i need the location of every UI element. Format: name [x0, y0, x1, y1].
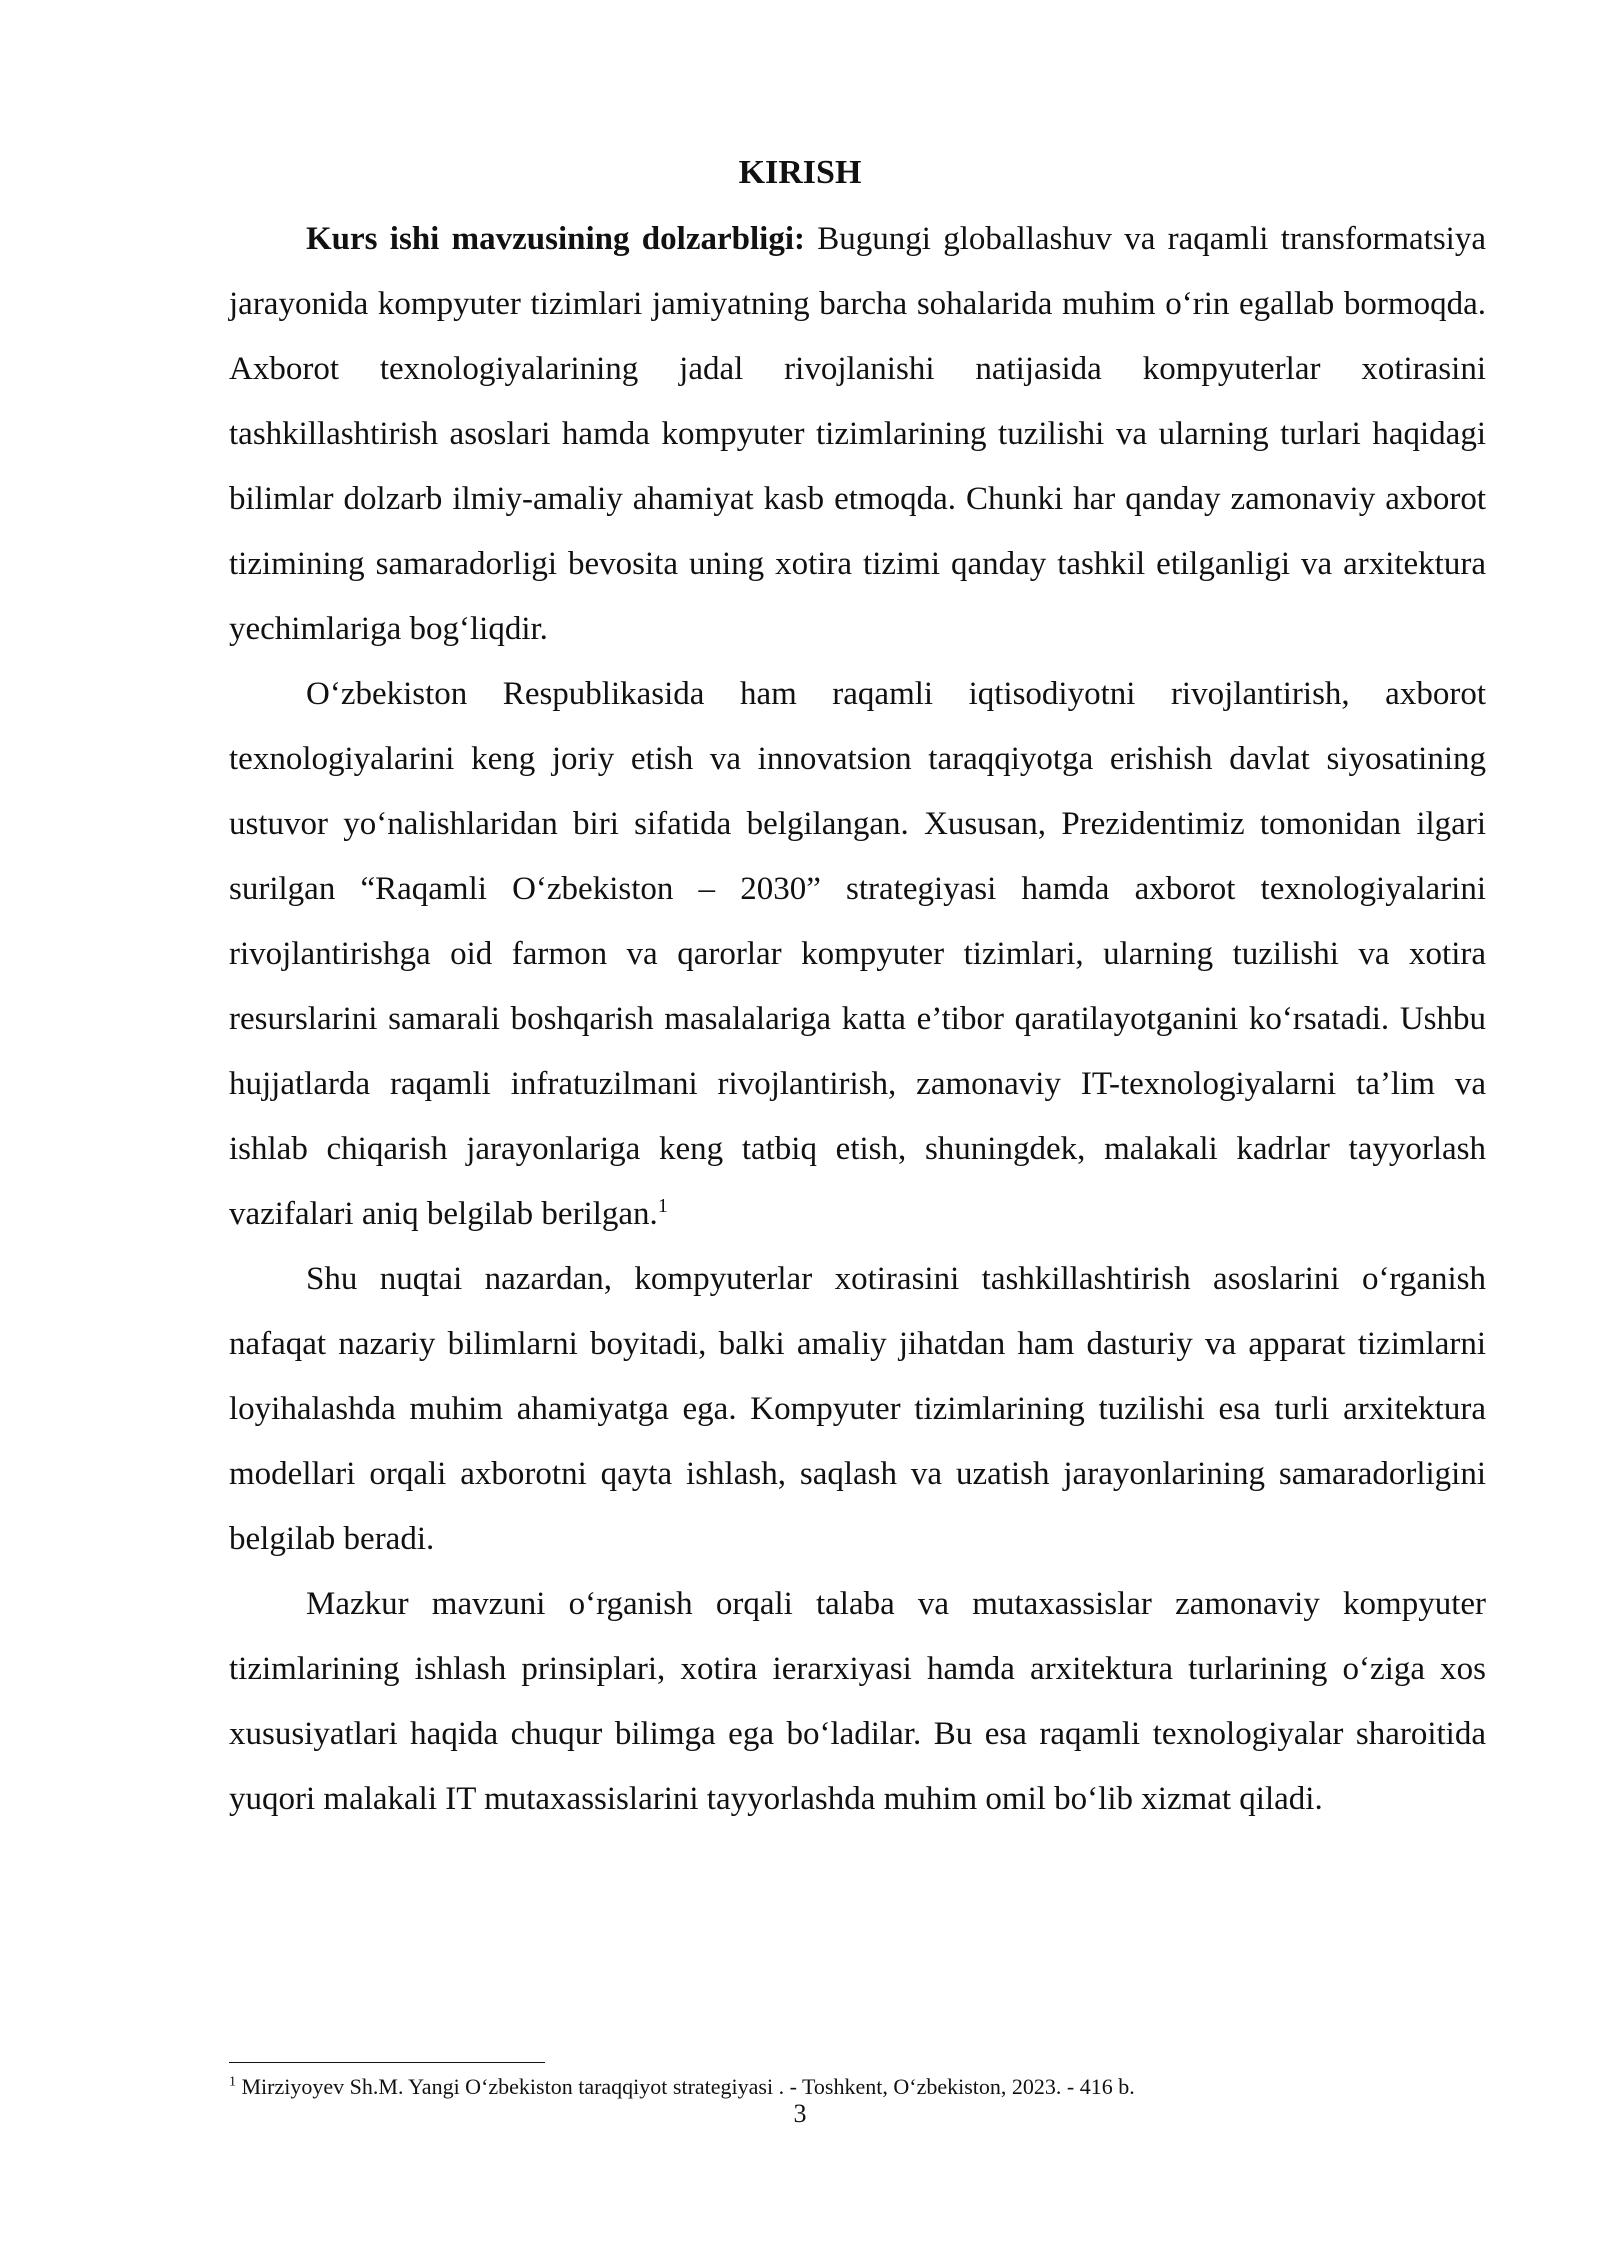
paragraph-significance: [229, 1247, 1486, 1572]
footnote-text: Mirziyoyev Sh.M. Yangi Oʻzbekiston taraqqiyot strategiyasi . - Toshkent, Oʻzbekiston, 2023. - 416 b.: [236, 2074, 1135, 2099]
body-text: [229, 207, 1486, 1832]
footnote-separator: [229, 2062, 545, 2063]
section-title: KIRISH: [738, 154, 862, 191]
relevance-text: Bugungi globallashuv va raqamli transformatsiya jarayonida kompyuter tizimlari jamiyatning barcha sohalarida muhim oʻrin egallab bormoqda. Axborot texnologiyalarining jadal rivojlanishi natijasida kompyuterlar xotirasini tashkillashtirish asoslari hamda kompyuter tizimlarining tuzilishi va ularning turlari haqidagi bilimlar dolzarb ilmiy-amaliy ahamiyat kasb etmoqda. Chunki har qanday zamonaviy axborot tizimining samaradorligi bevosita uning xotira tizimi qanday tashkil etilganligi va arxitektura yechimlariga bogʻliqdir.: [229, 221, 1486, 647]
paragraph-outcome: [229, 1572, 1486, 1832]
page-number: 3: [793, 2099, 807, 2128]
state-policy-text: Oʻzbekiston Respublikasida ham raqamli iqtisodiyotni rivojlantirish, axborot texnologiyalarini keng joriy etish va innovatsion taraqqiyotga erishish davlat siyosatining ustuvor yoʻnalishlaridan biri sifatida belgilangan. Xususan, Prezidentimiz tomonidan ilgari surilgan “Raqamli Oʻzbekiston – 2030” strategiyasi hamda axborot texnologiyalarini rivojlantirishga oid farmon va qarorlar kompyuter tizimlari, ularning tuzilishi va xotira resurslarini samarali boshqarish masalalariga katta e’tibor qaratilayotganini koʻrsatadi. Ushbu hujjatlarda raqamli infratuzilmani rivojlantirish, zamonaviy IT-texnologiyalarni ta’lim va ishlab chiqarish jarayonlariga keng tatbiq etish, shuningdek, malakali kadrlar tayyorlash vazifalari aniq belgilab berilgan.: [229, 676, 1486, 1232]
paragraph-state-policy: [229, 662, 1486, 1247]
paragraph-relevance: [229, 207, 1486, 662]
footnote-reference[interactable]: 1: [657, 1195, 668, 1217]
outcome-text: Mazkur mavzuni oʻrganish orqali talaba va mutaxassislar zamonaviy kompyuter tizimlarining ishlash prinsiplari, xotira ierarxiyasi hamda arxitektura turlarining oʻziga xos xususiyatlari haqida chuqur bilimga ega boʻladilar. Bu esa raqamli texnologiyalar sharoitida yuqori malakali IT mutaxassislarini tayyorlashda muhim omil boʻlib xizmat qiladi.: [229, 1586, 1486, 1817]
footnote: [229, 2073, 1486, 2101]
footnote-marker: 1: [229, 2074, 236, 2090]
relevance-lead: Kurs ishi mavzusining dolzarbligi:: [306, 221, 805, 257]
significance-text: Shu nuqtai nazardan, kompyuterlar xotirasini tashkillashtirish asoslarini oʻrganish nafaqat nazariy bilimlarni boyitadi, balki amaliy jihatdan ham dasturiy va apparat tizimlarni loyihalashda muhim ahamiyatga ega. Kompyuter tizimlarining tuzilishi esa turli arxitektura modellari orqali axborotni qayta ishlash, saqlash va uzatish jarayonlarining samaradorligini belgilab beradi.: [229, 1261, 1486, 1557]
